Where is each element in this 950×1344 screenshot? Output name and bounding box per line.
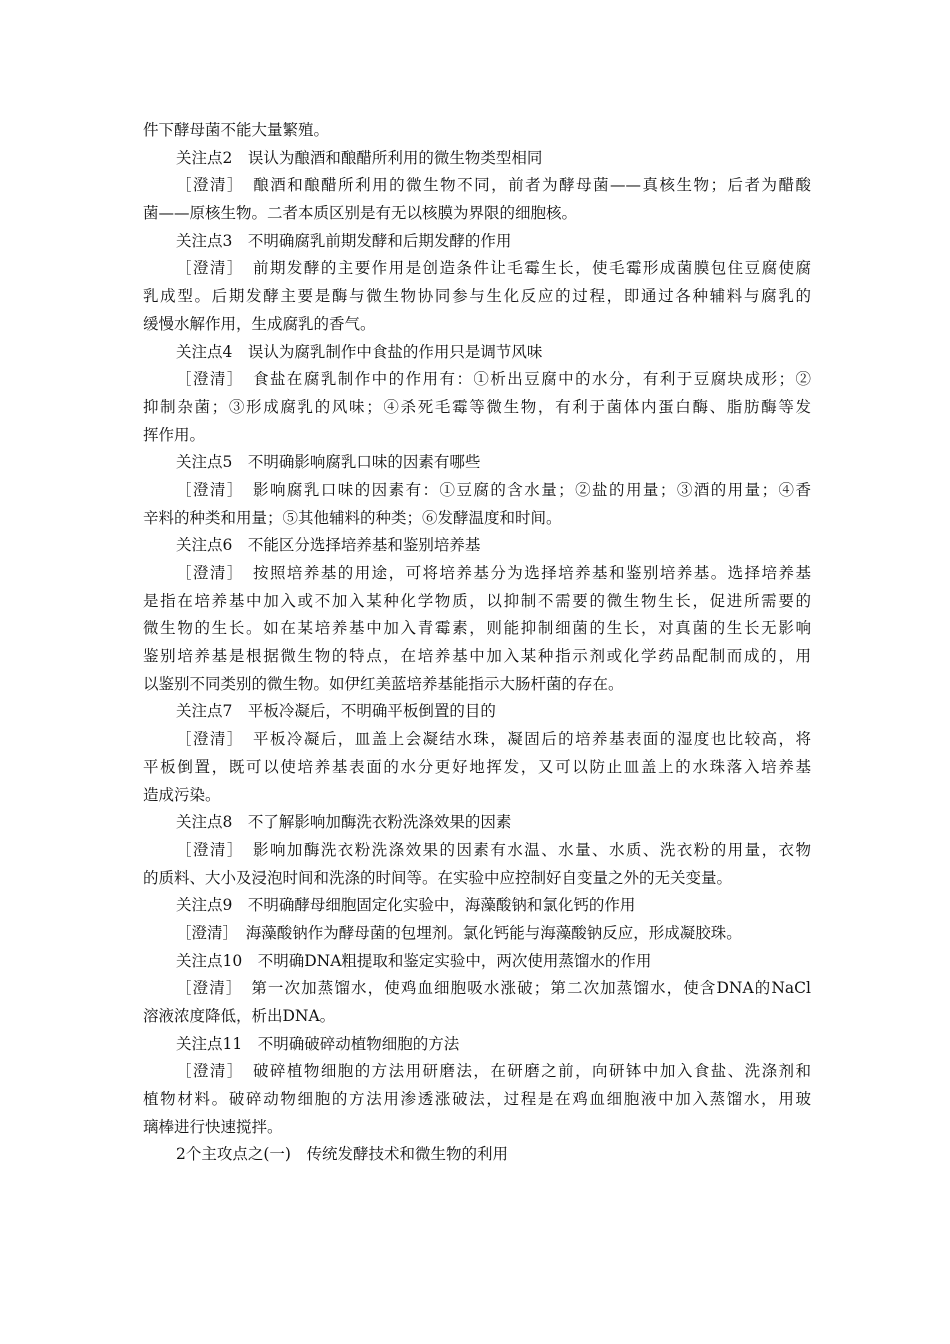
paragraph-line-indented: 关注点4 误认为腐乳制作中食盐的作用只是调节风味 [176, 342, 543, 361]
paragraph-line: 平板倒置，既可以使培养基表面的水分更好地挥发，又可以防止皿盖上的水珠落入培养基 [143, 757, 811, 776]
paragraph-line-indented: 关注点7 平板冷凝后，不明确平板倒置的目的 [176, 702, 496, 721]
paragraph-line-indented: 2个主攻点之(一) 传统发酵技术和微生物的利用 [176, 1145, 508, 1164]
paragraph-line-indented: ［澄清］ 平板冷凝后，皿盖上会凝结水珠，凝固后的培养基表面的湿度也比较高，将 [176, 730, 811, 749]
paragraph-line-indented: ［澄清］ 影响加酶洗衣粉洗涤效果的因素有水温、水量、水质、洗衣粉的用量，衣物 [176, 840, 811, 859]
paragraph-line: 以鉴别不同类别的微生物。如伊红美蓝培养基能指示大肠杆菌的存在。 [143, 674, 624, 693]
paragraph-line: 璃棒进行快速搅拌。 [143, 1117, 283, 1136]
paragraph-line-indented: 关注点5 不明确影响腐乳口味的因素有哪些 [176, 453, 481, 472]
paragraph-line: 鉴别培养基是根据微生物的特点，在培养基中加入某种指示剂或化学药品配制而成的，用 [143, 647, 811, 666]
paragraph-line: 辛料的种类和用量；⑤其他辅料的种类；⑥发酵温度和时间。 [143, 508, 562, 527]
paragraph-line: 挥作用。 [143, 425, 206, 444]
paragraph-line-indented: ［澄清］ 影响腐乳口味的因素有：①豆腐的含水量；②盐的用量；③酒的用量；④香 [176, 480, 811, 499]
paragraph-line: 乳成型。后期发酵主要是酶与微生物协同参与生化反应的过程，即通过各种辅料与腐乳的 [143, 287, 811, 306]
paragraph-line: 件下酵母菌不能大量繁殖。 [143, 121, 330, 139]
paragraph-line-indented: 关注点9 不明确酵母细胞固定化实验中，海藻酸钠和氯化钙的作用 [176, 896, 636, 915]
paragraph-line-indented: 关注点8 不了解影响加酶洗衣粉洗涤效果的因素 [176, 813, 512, 832]
paragraph-line-indented: 关注点11 不明确破碎动植物细胞的方法 [176, 1034, 460, 1053]
paragraph-line: 菌——原核生物。二者本质区别是有无以核膜为界限的细胞核。 [143, 204, 578, 223]
paragraph-line: 植物材料。破碎动物细胞的方法用渗透涨破法，过程是在鸡血细胞液中加入蒸馏水，用玻 [143, 1090, 811, 1109]
paragraph-line-indented: ［澄清］ 破碎植物细胞的方法用研磨法，在研磨之前，向研钵中加入食盐、洗涤剂和 [176, 1062, 811, 1081]
paragraph-line-indented: 关注点3 不明确腐乳前期发酵和后期发酵的作用 [176, 231, 512, 250]
document-body [143, 117, 811, 1169]
paragraph-line-indented: ［澄清］ 海藻酸钠作为酵母菌的包埋剂。氯化钙能与海藻酸钠反应，形成凝胶珠。 [176, 923, 742, 942]
paragraph-line: 溶液浓度降低，析出DNA。 [143, 1007, 336, 1025]
paragraph-line: 的质料、大小及浸泡时间和洗涤的时间等。在实验中应控制好自变量之外的无关变量。 [143, 868, 733, 887]
paragraph-line: 缓慢水解作用，生成腐乳的香气。 [143, 314, 376, 333]
paragraph-line-indented: ［澄清］ 酿酒和酿醋所利用的微生物不同，前者为酵母菌——真核生物；后者为醋酸 [176, 176, 811, 195]
paragraph-line: 抑制杂菌；③形成腐乳的风味；④杀死毛霉等微生物，有利于菌体内蛋白酶、脂肪酶等发 [143, 397, 811, 416]
paragraph-line: 微生物的生长。如在某培养基中加入青霉素，则能抑制细菌的生长，对真菌的生长无影响 [143, 619, 811, 638]
paragraph-line-indented: 关注点6 不能区分选择培养基和鉴别培养基 [176, 536, 481, 555]
paragraph-line-indented: 关注点2 误认为酿酒和酿醋所利用的微生物类型相同 [176, 148, 543, 167]
paragraph-line-indented: ［澄清］ 前期发酵的主要作用是创造条件让毛霉生长，使毛霉形成菌膜包住豆腐使腐 [176, 259, 811, 278]
paragraph-line: 造成污染。 [143, 785, 221, 804]
paragraph-line: 是指在培养基中加入或不加入某种化学物质，以抑制不需要的微生物生长，促进所需要的 [143, 591, 811, 610]
paragraph-line-indented: ［澄清］ 食盐在腐乳制作中的作用有：①析出豆腐中的水分，有利于豆腐块成形；② [176, 370, 811, 389]
paragraph-line-indented: ［澄清］ 按照培养基的用途，可将培养基分为选择培养基和鉴别培养基。选择培养基 [176, 564, 811, 582]
paragraph-line-indented: 关注点10 不明确DNA粗提取和鉴定实验中，两次使用蒸馏水的作用 [176, 951, 652, 970]
paragraph-line-indented: ［澄清］ 第一次加蒸馏水，使鸡血细胞吸水涨破；第二次加蒸馏水，使含DNA的NaCl [176, 979, 811, 998]
